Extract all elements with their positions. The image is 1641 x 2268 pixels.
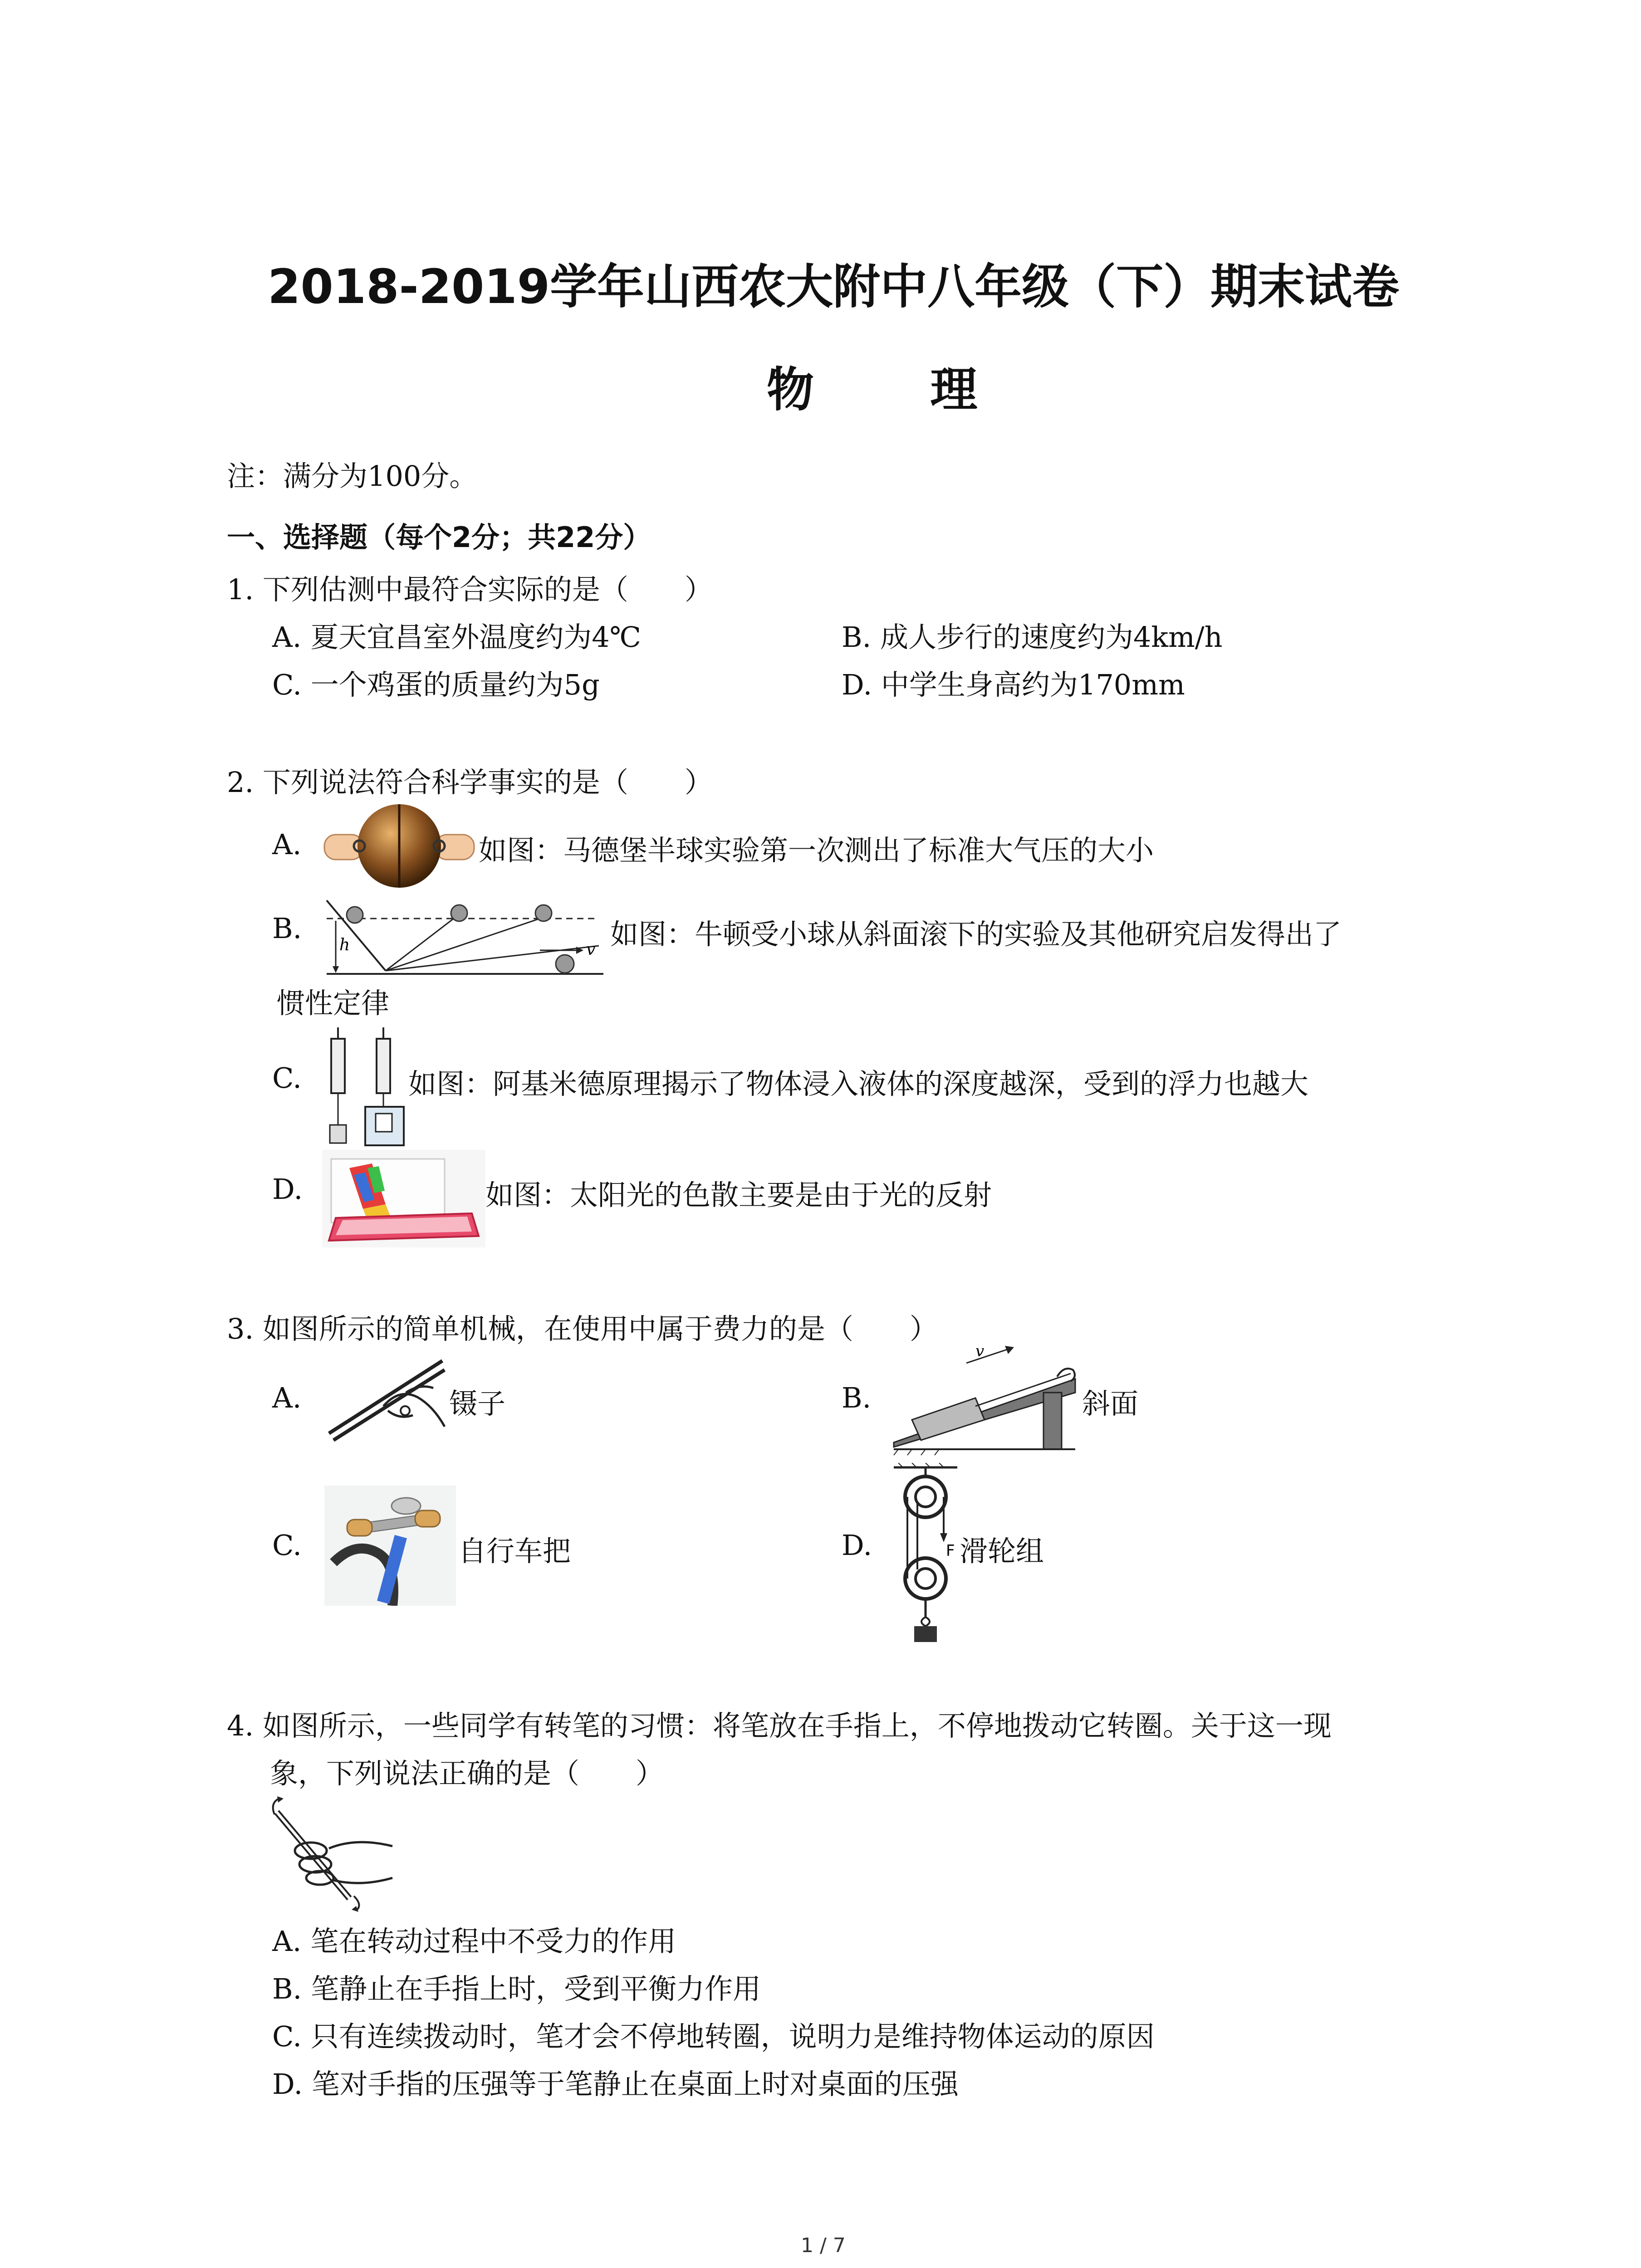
q3-option-a: 镊子 (449, 1387, 506, 1420)
q2-label-a: A. (272, 828, 302, 861)
q2-label-b: B. (272, 912, 302, 945)
q3-label-c: C. (272, 1529, 302, 1562)
q2-option-c: 如图：阿基米德原理揭示了物体浸入液体的深度越深，受到的浮力也越大 (408, 1067, 1309, 1100)
q3-label-a: A. (272, 1381, 302, 1414)
bicycle-handlebar-figure (324, 1486, 456, 1606)
page-number: 1 / 7 (801, 2234, 846, 2257)
tweezers-figure (320, 1343, 451, 1447)
exam-title: 2018-2019学年山西农大附中八年级（下）期末试卷 (268, 259, 1400, 314)
pulley-force-label: F (946, 1542, 955, 1560)
magdeburg-hemispheres-figure (322, 801, 476, 891)
incline-v-label: v (975, 1343, 985, 1360)
galileo-incline-figure (318, 896, 608, 978)
q3-option-d: 滑轮组 (960, 1535, 1044, 1568)
q4-stem-line1: 4. 如图所示，一些同学有转笔的习惯：将笔放在手指上，不停地拨动它转圈。关于这一现 (227, 1709, 1332, 1742)
q2-option-d: 如图：太阳光的色散主要是由于光的反射 (485, 1178, 992, 1212)
q4-option-d: D. 笔对手指的压强等于笔静止在桌面上时对桌面的压强 (272, 2068, 959, 2101)
pen-spinning-figure (265, 1796, 397, 1912)
q2-stem: 2. 下列说法符合科学事实的是（ ） (227, 766, 713, 799)
q2-label-d: D. (272, 1173, 303, 1206)
q2-label-c: C. (272, 1061, 302, 1095)
q3-label-b: B. (842, 1381, 872, 1414)
archimedes-spring-scale-figure (322, 1027, 408, 1148)
inclined-plane-figure (889, 1343, 1080, 1456)
q3-label-d: D. (842, 1529, 872, 1562)
q1-stem: 1. 下列估测中最符合实际的是（ ） (227, 573, 713, 606)
q2-option-a: 如图：马德堡半球实验第一次测出了标准大气压的大小 (479, 834, 1154, 867)
pulley-block-figure (889, 1463, 966, 1644)
q3-option-c: 自行车把 (458, 1535, 571, 1568)
q2-option-b-cont: 惯性定律 (277, 987, 390, 1020)
incline-h-label: h (339, 936, 350, 954)
prism-dispersion-figure (322, 1150, 485, 1247)
q1-option-c: C. 一个鸡蛋的质量约为5g (272, 668, 600, 701)
q1-option-a: A. 夏天宜昌室外温度约为4℃ (272, 621, 641, 654)
q4-option-b: B. 笔静止在手指上时，受到平衡力作用 (272, 1972, 761, 2005)
q3-option-b: 斜面 (1082, 1387, 1139, 1420)
score-note: 注：满分为100分。 (227, 459, 478, 493)
incline-v-label: v (586, 940, 596, 959)
q4-option-c: C. 只有连续拨动时，笔才会不停地转圈，说明力是维持物体运动的原因 (272, 2020, 1155, 2053)
exam-subject: 物 理 (767, 362, 1028, 417)
q1-option-d: D. 中学生身高约为170mm (842, 668, 1185, 701)
q4-stem-line2: 象，下列说法正确的是（ ） (270, 1757, 664, 1790)
q4-option-a: A. 笔在转动过程中不受力的作用 (272, 1925, 676, 1958)
q2-option-b: 如图：牛顿受小球从斜面滚下的实验及其他研究启发得出了 (610, 918, 1342, 951)
section-heading: 一、选择题（每个2分；共22分） (227, 521, 652, 554)
q3-stem: 3. 如图所示的简单机械，在使用中属于费力的是（ ） (227, 1312, 938, 1345)
q1-option-b: B. 成人步行的速度约为4km/h (842, 621, 1223, 654)
